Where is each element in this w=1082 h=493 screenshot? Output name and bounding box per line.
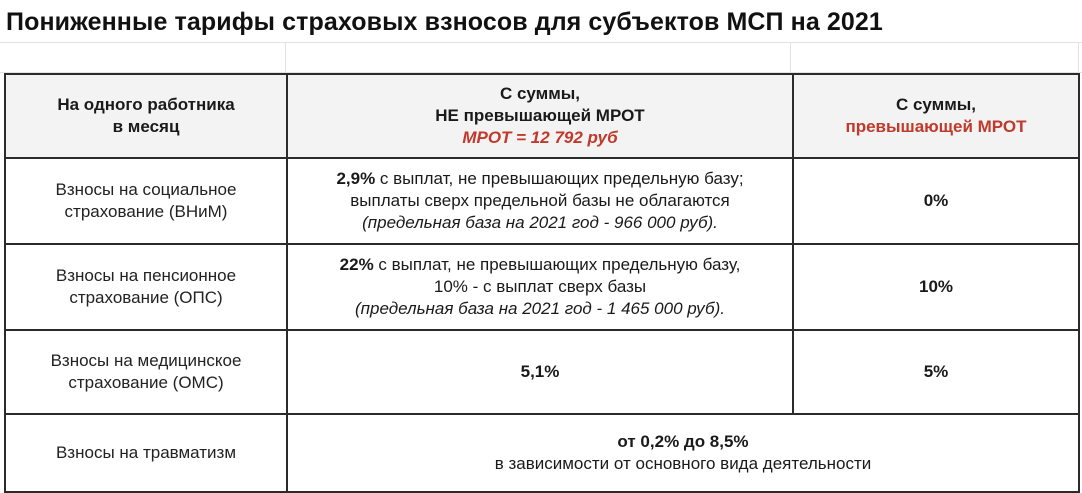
cell-pension-below-mrot xyxy=(287,244,793,330)
base-note: (предельная база на 2021 год - 966 000 руб). xyxy=(362,213,718,232)
cell-medical-below-mrot: 5,1% xyxy=(287,330,793,414)
rate-value: 2,9% xyxy=(336,169,376,188)
injury-rate-range: от 0,2% до 8,5% xyxy=(617,432,749,451)
base-note: (предельная база на 2021 год - 1 465 000 руб). xyxy=(355,299,725,318)
table-header-row xyxy=(5,74,1079,158)
row-label-injury xyxy=(5,414,287,492)
header-cell-above-mrot xyxy=(793,74,1079,158)
page-title: Пониженные тарифы страховых взносов для субъектов МСП на 2021 xyxy=(6,8,883,36)
header-below-line1: С суммы, xyxy=(499,84,581,103)
cell-medical-above-mrot: 5% xyxy=(793,330,1079,414)
row-label-line: Взносы на пенсионное xyxy=(55,266,237,285)
header-per-employee-line1: На одного работника xyxy=(57,95,235,114)
cell-social-below-mrot xyxy=(287,158,793,244)
cell-pension-above-mrot: 10% xyxy=(793,244,1079,330)
row-label-social xyxy=(5,158,287,244)
rate-text: 10% - с выплат сверх базы xyxy=(433,277,647,296)
table-row xyxy=(5,414,1079,492)
header-above-line2: превышающей МРОТ xyxy=(845,117,1027,136)
row-label-line: страхование (ОПС) xyxy=(69,288,223,307)
tariff-table xyxy=(4,73,1080,493)
rate-text: выплаты сверх предельной базы не облагаются xyxy=(350,191,730,210)
injury-rate-note: в зависимости от основного вида деятельности xyxy=(494,454,872,473)
header-cell-per-employee xyxy=(5,74,287,158)
rate-text: с выплат, не превышающих предельную базу; xyxy=(375,169,744,188)
table-row xyxy=(5,244,1079,330)
table-row xyxy=(5,158,1079,244)
cell-injury-merged xyxy=(287,414,1079,492)
header-below-line2: НЕ превышающей МРОТ xyxy=(435,106,645,125)
header-above-line1: С суммы, xyxy=(895,95,977,114)
header-per-employee-line2: в месяц xyxy=(112,117,180,136)
row-label-line: страхование (ОМС) xyxy=(68,373,224,392)
row-label-line: Взносы на медицинское xyxy=(50,351,242,370)
cell-social-above-mrot: 0% xyxy=(793,158,1079,244)
row-label-pension xyxy=(5,244,287,330)
row-label-line: страхование (ВНиМ) xyxy=(64,202,228,221)
header-cell-below-mrot xyxy=(287,74,793,158)
rate-text: с выплат, не превышающих предельную базу, xyxy=(373,255,741,274)
table-row xyxy=(5,330,1079,414)
header-mrot-value: МРОТ = 12 792 руб xyxy=(462,128,618,147)
row-label-line: Взносы на социальное xyxy=(55,180,237,199)
row-label-line: Взносы на травматизм xyxy=(55,443,237,462)
row-label-medical xyxy=(5,330,287,414)
rate-value: 22% xyxy=(339,255,374,274)
